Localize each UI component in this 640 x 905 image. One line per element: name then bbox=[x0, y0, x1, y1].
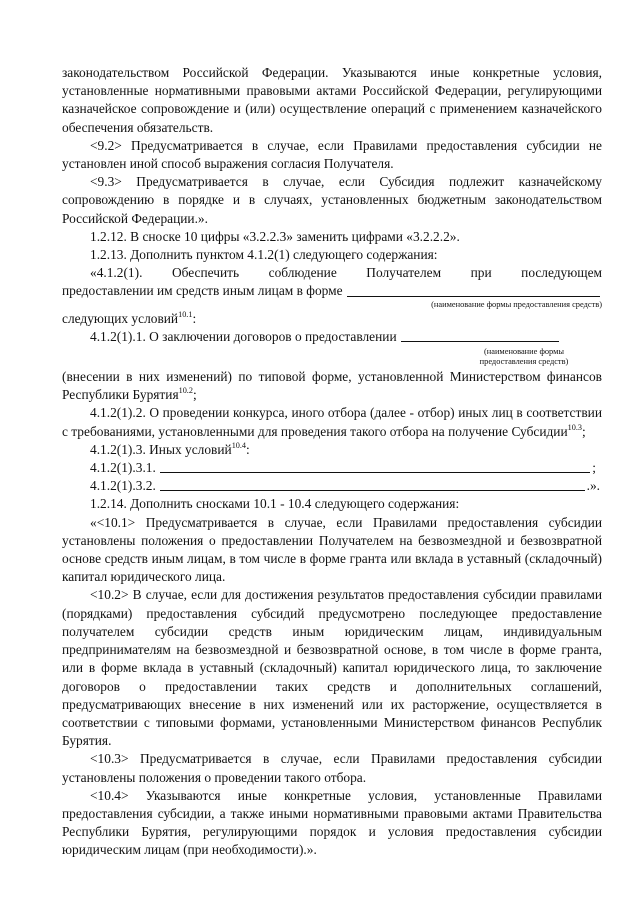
clause-4-1-2-1-1-text: 4.1.2(1).1. О заключении договоров о предоставлении bbox=[90, 328, 397, 344]
other-conditions-colon: : bbox=[246, 441, 250, 457]
clause-4-1-2-1-form-label: предоставлении им средств иным лицам в форме bbox=[62, 283, 343, 299]
conditions-colon: : bbox=[192, 310, 197, 326]
typical-form-end: ; bbox=[192, 387, 197, 403]
footnote-10-1: «<10.1> Предусматривается в случае, если Правилами предоставления субсидии установлены положения о предоставлении Получателем на безвозмездной и безвозвратной основе средств иным лицам, в том числе в форме гранта или вклада в уставный (складочный) капитал юридического лица. bbox=[62, 514, 602, 585]
caption-form-name bbox=[62, 346, 602, 368]
footnote-ref-10-4: 10.4 bbox=[231, 440, 247, 450]
competition-end: ; bbox=[581, 423, 586, 439]
caption-form-name-line2: предоставления средств) bbox=[479, 357, 569, 367]
footnote-9-2: <9.2> Предусматривается в случае, если Правилами предоставления субсидии не установлен иной способ выражения согласия Получателя. bbox=[62, 137, 602, 172]
clause-4-1-2-1-2 bbox=[62, 404, 602, 440]
competition-text: 4.1.2(1).2. О проведении конкурса, иного отбора (далее - отбор) иных лиц в соответствии с требованиями, установленными для проведения такого отбора на получение Субсидии bbox=[62, 405, 602, 439]
footnote-ref-10-2: 10.2 bbox=[178, 386, 193, 396]
other-conditions-text: 4.1.2(1).3. Иных условий bbox=[90, 441, 232, 457]
blank-condition-1 bbox=[160, 471, 590, 473]
item-1-2-14: 1.2.14. Дополнить сносками 10.1 - 10.4 следующего содержания: bbox=[90, 496, 460, 512]
blank-form-name-field bbox=[401, 340, 559, 342]
typical-form-text: (внесении в них изменений) по типовой форме, установленной Министерством финансов Республики Бурятия bbox=[62, 369, 602, 403]
item-1-2-12: 1.2.12. В сноске 10 цифры «3.2.2.3» заменить цифрами «3.2.2.2». bbox=[90, 228, 460, 244]
footnote-10-3: <10.3> Предусматривается в случае, если Правилами предоставления субсидии установлены положения о проведении такого отбора. bbox=[62, 751, 602, 785]
caption-form-name-line1: (наименование формы bbox=[483, 347, 565, 357]
clause-3-2-end: .». bbox=[586, 478, 600, 494]
clause-4-1-2-1-line2 bbox=[62, 282, 602, 300]
document-body bbox=[62, 64, 602, 860]
blank-condition-2 bbox=[160, 489, 585, 491]
clause-4-1-2-1-line3 bbox=[62, 310, 602, 328]
clause-4-1-2-1-text: «4.1.2(1). Обеспечить соблюдение Получателем при последующем bbox=[90, 265, 602, 281]
footnote-ref-10-3: 10.3 bbox=[567, 422, 582, 432]
footnote-10-4: <10.4> Указываются иные конкретные условия, установленные Правилами предоставления субсидии, а также иными нормативными правовыми актами Правительства Республики Бурятия, регулирующими порядок и условия предоставления субсидии юридическим лицам (при необходимости).». bbox=[62, 787, 602, 858]
footnote-ref-10-1: 10.1 bbox=[178, 309, 193, 319]
clause-3-1-end: ; bbox=[592, 460, 596, 476]
conditions-text: следующих условий bbox=[62, 310, 179, 326]
paragraph-continuation: законодательством Российской Федерации. Указываются иные конкретные условия, установленные нормативными правовыми актами Российской Федерации, регулирующими казначейское сопровождение и (или) осуществление операций с применением казначейского обеспечения обязательств. bbox=[62, 65, 602, 135]
clause-4-1-2-1-3-2 bbox=[62, 477, 602, 495]
clause-3-2-label: 4.1.2(1).3.2. bbox=[90, 478, 156, 494]
clause-4-1-2-1-1-line1 bbox=[62, 328, 602, 346]
footnote-9-3: <9.3> Предусматривается в случае, если Субсидия подлежит казначейскому сопровождению в порядке и в случаях, установленных бюджетным законодательством Российской Федерации.». bbox=[62, 174, 602, 226]
caption-form-of-provision: (наименование формы предоставления средств) bbox=[431, 299, 602, 309]
clause-4-1-2-1-3 bbox=[62, 441, 602, 459]
clause-4-1-2-1-1-line2 bbox=[62, 368, 602, 404]
clause-4-1-2-1-3-1 bbox=[62, 459, 602, 477]
footnote-10-2: <10.2> В случае, если для достижения результатов предоставления субсидии правилами (порядками) предоставления субсидий предусмотрено последующее предоставление получателем субсидии средств иным юридическим лицам, индивидуальным предпринимателям на безвозмездной и безвозвратной основе, в том числе в форме гранта, или в форме вклада в уставный (складочный) капитал юридического лица, то заключение договоров о предоставлении таких средств и дополнительных соглашений, предусматривающих внесение в них изменений или их расторжение, осуществляется в соответствии с типовыми формами, установленными Министерством финансов Республик Бурятия. bbox=[62, 587, 602, 749]
clause-3-1-label: 4.1.2(1).3.1. bbox=[90, 460, 156, 476]
item-1-2-13: 1.2.13. Дополнить пунктом 4.1.2(1) следующего содержания: bbox=[90, 247, 438, 263]
blank-form-field bbox=[347, 295, 600, 297]
clause-4-1-2-1-line1 bbox=[62, 264, 602, 282]
